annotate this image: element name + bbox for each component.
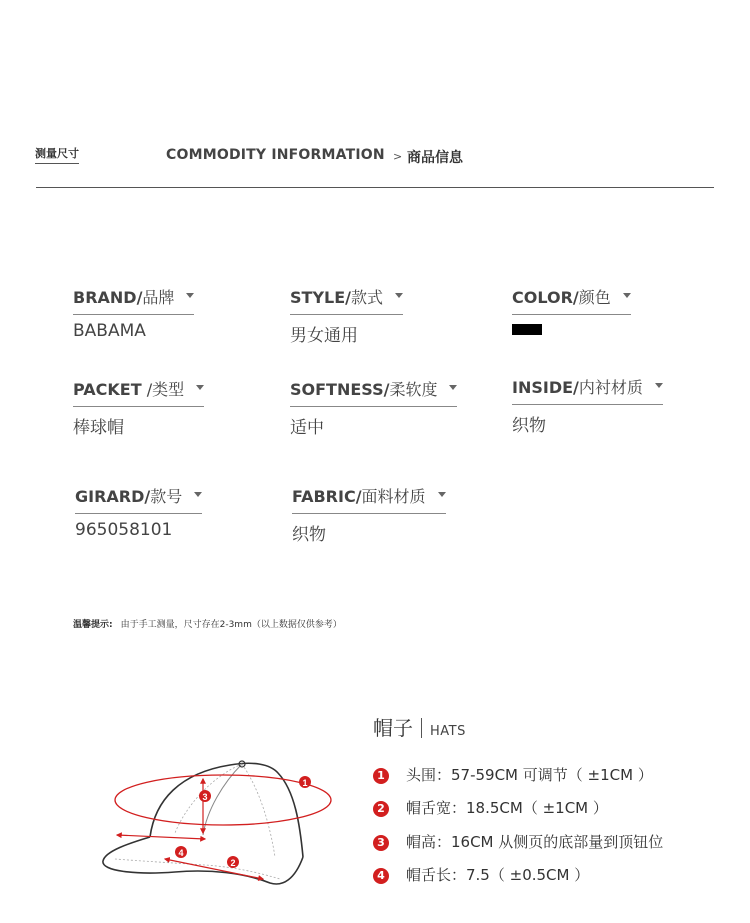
attribute-inside-label <box>512 375 663 405</box>
tip-label: 温馨提示: <box>73 620 113 630</box>
attribute-style-label <box>290 285 403 315</box>
attribute-softness-label-cn: 柔软度 <box>389 380 438 399</box>
measurement-text: 帽舌宽：18.5CM（ ±1CM ） <box>406 799 608 817</box>
attribute-softness-label <box>290 377 457 407</box>
attribute-color-label-en: COLOR/ <box>512 288 579 307</box>
svg-text:4: 4 <box>178 848 184 858</box>
attribute-girard-value: 965058101 <box>75 520 173 540</box>
hats-title-en: HATS <box>430 724 466 739</box>
attribute-brand <box>73 285 194 341</box>
attribute-style <box>290 285 403 346</box>
attribute-packet-label-cn: /类型 <box>141 380 185 399</box>
attribute-color-label <box>512 285 631 315</box>
attribute-inside <box>512 375 663 436</box>
attribute-style-label-cn: 款式 <box>351 288 384 307</box>
attribute-color-label-cn: 颜色 <box>578 288 611 307</box>
caret-down-icon <box>438 492 446 497</box>
measurement-text: 头围：57-59CM 可调节（ ±1CM ） <box>406 766 653 784</box>
svg-text:3: 3 <box>202 792 208 802</box>
measurement-text: 帽高：16CM 从侧页的底部量到顶钮位 <box>406 833 664 851</box>
attribute-girard-label-cn: 款号 <box>150 487 183 506</box>
attribute-packet <box>73 377 204 438</box>
hats-title-cn: 帽子 <box>373 716 413 740</box>
attribute-packet-value: 棒球帽 <box>73 418 124 438</box>
title-separator <box>421 718 422 738</box>
attribute-inside-label-en: INSIDE/ <box>512 378 579 397</box>
attribute-style-value: 男女通用 <box>290 326 358 346</box>
attribute-softness-label-en: SOFTNESS/ <box>290 380 390 399</box>
tip-text: 由于手工测量，尺寸存在2-3mm（以上数据仅供参考） <box>120 620 342 630</box>
caret-down-icon <box>395 293 403 298</box>
attribute-style-label-en: STYLE/ <box>290 288 351 307</box>
attribute-girard-label-en: GIRARD/ <box>75 487 151 506</box>
attribute-fabric-label-cn: 面料材质 <box>361 487 426 506</box>
measurement-item <box>373 764 653 785</box>
attribute-inside-label-cn: 内衬材质 <box>578 378 643 397</box>
header-divider <box>36 187 714 188</box>
commodity-information-title-cn: 商品信息 <box>407 150 463 166</box>
number-badge-icon: 2 <box>373 801 389 817</box>
attribute-fabric <box>292 484 446 545</box>
attribute-brand-label <box>73 285 194 315</box>
attribute-packet-label-en: PACKET <box>73 380 142 399</box>
measurement-text: 帽舌长：7.5（ ±0.5CM ） <box>406 866 590 884</box>
measurement-item <box>373 831 663 852</box>
hats-title <box>373 712 466 741</box>
caret-down-icon <box>449 385 457 390</box>
attribute-softness-value: 适中 <box>290 418 324 438</box>
svg-text:2: 2 <box>230 858 236 868</box>
caret-down-icon <box>194 492 202 497</box>
attribute-girard <box>75 484 202 540</box>
measurement-tip <box>73 617 342 630</box>
caret-down-icon <box>186 293 194 298</box>
attribute-brand-label-en: BRAND/ <box>73 288 143 307</box>
attribute-color <box>512 285 631 335</box>
number-badge-icon: 3 <box>373 835 389 851</box>
attribute-packet-label <box>73 377 204 407</box>
number-badge-icon: 4 <box>373 868 389 884</box>
caret-down-icon <box>655 383 663 388</box>
attribute-girard-label <box>75 484 202 514</box>
attribute-brand-value: BABAMA <box>73 321 146 341</box>
color-swatch <box>512 324 542 335</box>
commodity-information-title: COMMODITY INFORMATION <box>166 147 385 163</box>
measurement-item <box>373 797 608 818</box>
attribute-fabric-label <box>292 484 446 514</box>
svg-text:1: 1 <box>302 778 308 788</box>
number-badge-icon: 1 <box>373 768 389 784</box>
attribute-fabric-value: 织物 <box>292 525 326 545</box>
attribute-brand-label-cn: 品牌 <box>142 288 175 307</box>
cap-diagram-icon <box>95 755 345 890</box>
measurement-item <box>373 864 589 885</box>
caret-down-icon <box>196 385 204 390</box>
caret-down-icon <box>623 293 631 298</box>
attribute-inside-value: 织物 <box>512 416 546 436</box>
attribute-softness <box>290 377 457 438</box>
attribute-fabric-label-en: FABRIC/ <box>292 487 362 506</box>
breadcrumb-arrow: > <box>393 150 403 163</box>
measure-size-label: 测量尺寸 <box>35 145 79 164</box>
